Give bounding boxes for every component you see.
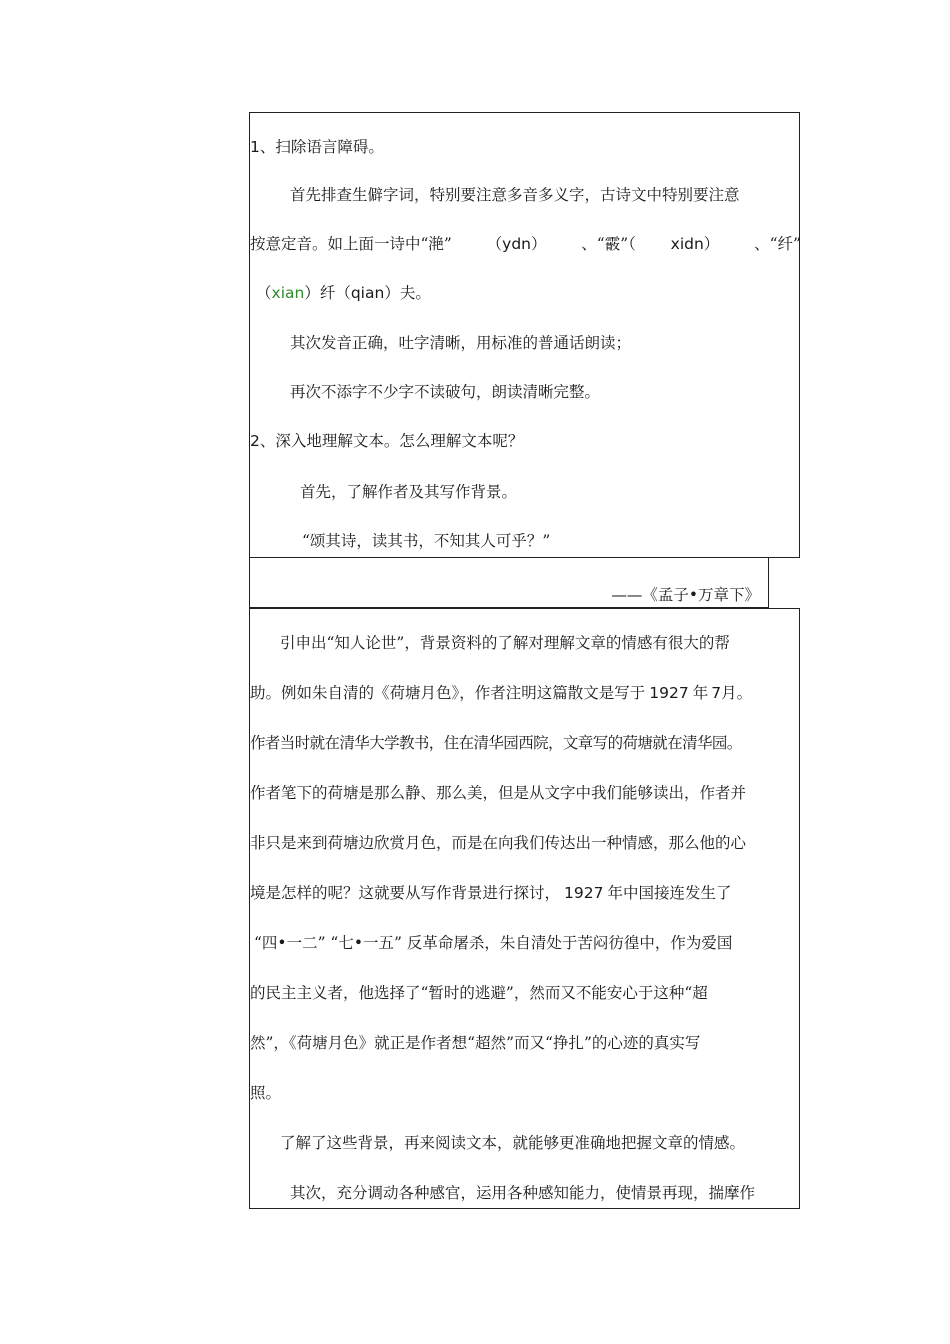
paragraph-line: 了解了这些背景，再来阅读文本，就能够更准确地把握文章的情感。 bbox=[280, 1134, 746, 1152]
pinyin-highlight: xian bbox=[271, 284, 305, 302]
paragraph-line: 其次，充分调动各种感官，运用各种感知能力，使情景再现，揣摩作 bbox=[290, 1184, 756, 1202]
pinyin-segment: （ydn） bbox=[486, 235, 547, 253]
text-segment: 、“霰”（ bbox=[581, 235, 636, 253]
paragraph-line bbox=[256, 283, 431, 303]
text-segment: 助。例如朱自清的《荷塘月色》，作者注明这篇散文是写于 bbox=[250, 684, 646, 702]
paragraph-line: 引申出“知人论世”，背景资料的了解对理解文章的情感有很大的帮 bbox=[280, 634, 730, 652]
paragraph-line: 作者当时就在清华大学教书，住在清华园西院，文章写的荷塘就在清华园。 bbox=[250, 734, 742, 752]
heading-number: 2 bbox=[250, 432, 260, 450]
attribution-box bbox=[249, 557, 769, 608]
paragraph-line: “四•一二” “七•一五” 反革命屠杀，朱自清处于苦闷彷徨中，作为爱国 bbox=[254, 934, 733, 952]
heading-1 bbox=[250, 137, 384, 157]
paragraph-line bbox=[250, 883, 731, 903]
pinyin-segment: xidn） bbox=[670, 235, 720, 253]
text-segment: 按意定音。如上面一诗中“滟” bbox=[250, 235, 452, 253]
paragraph-line: 的民主主义者，他选择了“暂时的逃避”，然而又不能安心于这种“超 bbox=[250, 984, 708, 1002]
paragraph-line: 首先排查生僻字词，特别要注意多音多义字，古诗文中特别要注意 bbox=[290, 186, 740, 204]
quote-attribution: ——《孟子•万章下》 bbox=[611, 586, 760, 604]
text-segment: 、“纤” bbox=[754, 235, 801, 253]
number-segment: 1927 bbox=[649, 684, 689, 702]
text-segment: 年中国接连发生了 bbox=[607, 884, 732, 902]
text-segment: 月。 bbox=[721, 684, 753, 702]
paragraph-line: 首先，了解作者及其写作背景。 bbox=[300, 483, 518, 501]
text-box-top bbox=[249, 112, 800, 558]
heading-text: 、扫除语言障碍。 bbox=[259, 138, 384, 156]
paragraph-line: 再次不添字不少字不读破句，朗读清晰完整。 bbox=[290, 383, 601, 401]
text-box-bottom bbox=[249, 608, 800, 1209]
heading-text: 、深入地理解文本。怎么理解文本呢？ bbox=[259, 432, 524, 450]
heading-2 bbox=[250, 431, 523, 451]
text-segment: 境是怎样的呢？这就要从写作背景进行探讨， bbox=[250, 884, 561, 902]
number-segment: 1927 bbox=[564, 884, 604, 902]
text-segment: ）夫。 bbox=[384, 284, 431, 302]
pinyin-segment: qian bbox=[350, 284, 385, 302]
paragraph-line bbox=[250, 234, 801, 254]
text-segment: （ bbox=[256, 284, 272, 302]
paragraph-line: 其次发音正确，吐字清晰，用标准的普通话朗读； bbox=[290, 334, 632, 352]
paragraph-line: 照。 bbox=[250, 1084, 282, 1102]
heading-number: 1 bbox=[250, 138, 260, 156]
text-segment: ）纤（ bbox=[304, 284, 351, 302]
text-segment: 年 bbox=[692, 684, 709, 702]
quote-line: “颂其诗，读其书，不知其人可乎？” bbox=[302, 532, 551, 550]
number-segment: 7 bbox=[711, 684, 722, 702]
paragraph-line: 作者笔下的荷塘是那么静、那么美，但是从文字中我们能够读出，作者并 bbox=[250, 784, 747, 802]
paragraph-line bbox=[250, 683, 752, 703]
paragraph-line: 然”，《荷塘月色》就正是作者想“超然”而又“挣扎”的心迹的真实写 bbox=[250, 1034, 701, 1052]
paragraph-line: 非只是来到荷塘边欣赏月色，而是在向我们传达出一种情感，那么他的心 bbox=[250, 834, 747, 852]
